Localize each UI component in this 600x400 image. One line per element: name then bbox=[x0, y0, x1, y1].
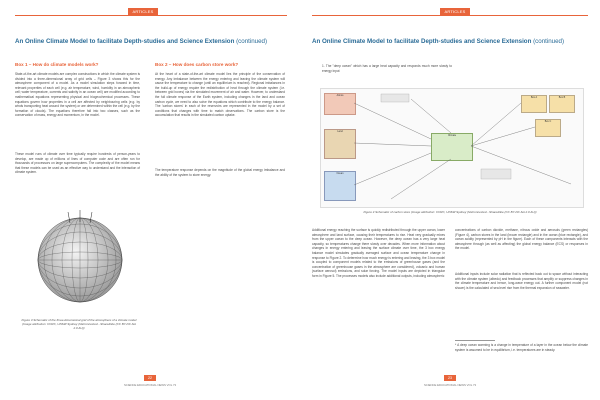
box2-paragraph-1: At the heart of a state-of-the-art climate model lies the principle of the conservation of energy. Any imbalance between the energy entering and leaving the climate system will cause the temperature to change (until an equilibrium is reached). Regional imbalances in the build-up of energy require the redistribution of heat through the climate system (i.e. between grid boxes) via the simulated movement of air and water. However, to understand the full climate response of the Earth system, including changes in the land and ocean carbon cycle, we need to also solve the equations which contribute to the energy balance. The 'carbon stores' in each of the reservoirs are represented in the model by a set of conditions that changes with time to match observations. The carbon store is the accumulation that results in the simulated carbon uptake. bbox=[155, 72, 285, 118]
figure4-caption: Figure 4 Schematic of carbon store (Image attribution: CCRC, UNSW Sydney (NaConnected - ShareAlike (CC BY-NC-SA 2.0 AU)) bbox=[363, 210, 537, 214]
figure3-globe bbox=[30, 208, 130, 308]
page-title bbox=[15, 38, 290, 45]
footnote-rule bbox=[455, 340, 495, 341]
diagram-land-box: Land bbox=[324, 129, 356, 159]
page-title-right bbox=[312, 38, 592, 45]
header-rule-right bbox=[312, 15, 588, 16]
diagram-ocean-box: Ocean bbox=[324, 171, 356, 201]
diagram-box-b: Box B bbox=[549, 95, 575, 113]
page-number-left: 22 bbox=[144, 375, 156, 381]
diagram-center-box: Climate bbox=[431, 133, 473, 161]
articles-tab-right: ARTICLES bbox=[440, 8, 470, 15]
footer-text-right: SCIENCE EDUCATIONAL NEWS VOL 73 bbox=[423, 383, 477, 387]
footnote: * A deep ocean warming is a change in temperature of a layer in the ocean below the climate system is assumed to be in equilibrium, i.e. temperatures are in steady. bbox=[455, 343, 588, 352]
page-title-continued: (continued) bbox=[236, 38, 268, 45]
box1-paragraph-1: State-of-the-art climate models are complex constructions in which the climate system is divided into a three-dimensional array of grid cells – Figure 3 shows this for the atmosphere component of a model. As a model simulation steps forward in time, relevant properties of each cell (e.g. air temperature, wind, humidity in an atmospheric cell; water temperature, currents and salinity in an ocean cell) are modified according to mathematical equations representing physical and biogeochemical processes. These equations govern how properties in a cell are affected by neighbouring cells (e.g. by winds transporting heat around the system) or are determined within the cell (e.g. by the formation of clouds). The equations therefore fall into two classes, such as the conservation of mass, energy and momentum, in the model. bbox=[15, 72, 140, 118]
page-number-right: 23 bbox=[444, 375, 456, 381]
page-title-text: An Online Climate Model to facilitate Depth-studies and Science Extension bbox=[15, 38, 235, 45]
diagram-box-c: Box C bbox=[535, 119, 561, 137]
box1-paragraph-2: These model runs of climate over time typically require hundreds of person-years to develop, are made up of millions of lines of computer code and are often run for thousands of processors on large supercomputers. The complexity of the model means that these models can be used as an effective way to understand and the interaction of climate system. bbox=[15, 152, 140, 175]
intro-list-item: 1. The "deep ocean" which has a large heat capacity and responds much more slowly to energy input bbox=[322, 64, 452, 73]
figure3-caption: Figure 3 Schematic of the three-dimensional grid of the atmosphere of a climate model (Image attribution: CCRC, UNSW Sydney (NaConnected - ShareAlike (CC BY-NC-SA 2.0 AU)) bbox=[21, 318, 137, 330]
right-page bbox=[300, 0, 600, 400]
diagram-box-a: Box A bbox=[521, 95, 547, 113]
page-title-right-continued: (continued) bbox=[533, 38, 565, 45]
globe-grid-image bbox=[30, 208, 130, 308]
footer-text-left: SCIENCE EDUCATIONAL NEWS VOL 73 bbox=[123, 383, 177, 387]
header-rule bbox=[15, 15, 287, 16]
box2-heading: Box 2 – How does carbon store work? bbox=[155, 62, 239, 67]
box1-heading: Box 1 – How do climate models work? bbox=[15, 62, 99, 67]
diagram-atmos-box: Atmos bbox=[324, 93, 356, 115]
page-title-right-text: An Online Climate Model to facilitate Depth-studies and Science Extension bbox=[312, 38, 532, 45]
figure4-diagram bbox=[320, 88, 584, 208]
right-column-2b: Additional inputs include solar radiation that is reflected back out to space without interacting with the climate system (albedo) and feedback processes that amplify or suppress changes in the climate temperature and hence, long-wave energy out. A further component model (not shown) is the calculated of sea level rise from the thermal expansion of seawater. bbox=[455, 272, 588, 290]
articles-tab: ARTICLES bbox=[128, 8, 158, 15]
right-column-2a: concentrations of carbon dioxide, methane, nitrous oxide and aerosols (green rectangles) (Figure 4), carbon stores in the land (brown rectangle) and in the ocean (blue rectangle), and ocean acidity (represented by pH in the figure). Each of these components interacts with the atmosphere through (as well as affecting) the global energy balance (ECS) or responses in the model. bbox=[455, 228, 588, 251]
right-column-1: Additional energy reaching the surface is quickly redistributed through the upper ocean, lower atmosphere and land surface, causing their temperatures to rise. Heat very gradually mixes from the upper ocean to the deep ocean. However, the deep ocean has a very large heat capacity, so temperatures change there slowly over decades. When more information about changes in energy entering and leaving the surface climate over time, the 3 box energy balance model simulates gradually averaged surface and ocean temperature change in response to Figure 2. To determine how much energy is entering and leaving, the 3 box model is coupled to component models related to the emissions of greenhouse gases (and the concentration of greenhouse gases in the atmosphere are considered), volcanic and human (surface aerosol) emissions, and solar forcing. The model inputs are depicted in triangular form in Figure 5. The processes models also include additional outputs, including atmospheric bbox=[312, 228, 445, 278]
box2-paragraph-2: The temperature response depends on the magnitude of the global energy imbalance and the ability of the system to store energy. bbox=[155, 168, 285, 177]
